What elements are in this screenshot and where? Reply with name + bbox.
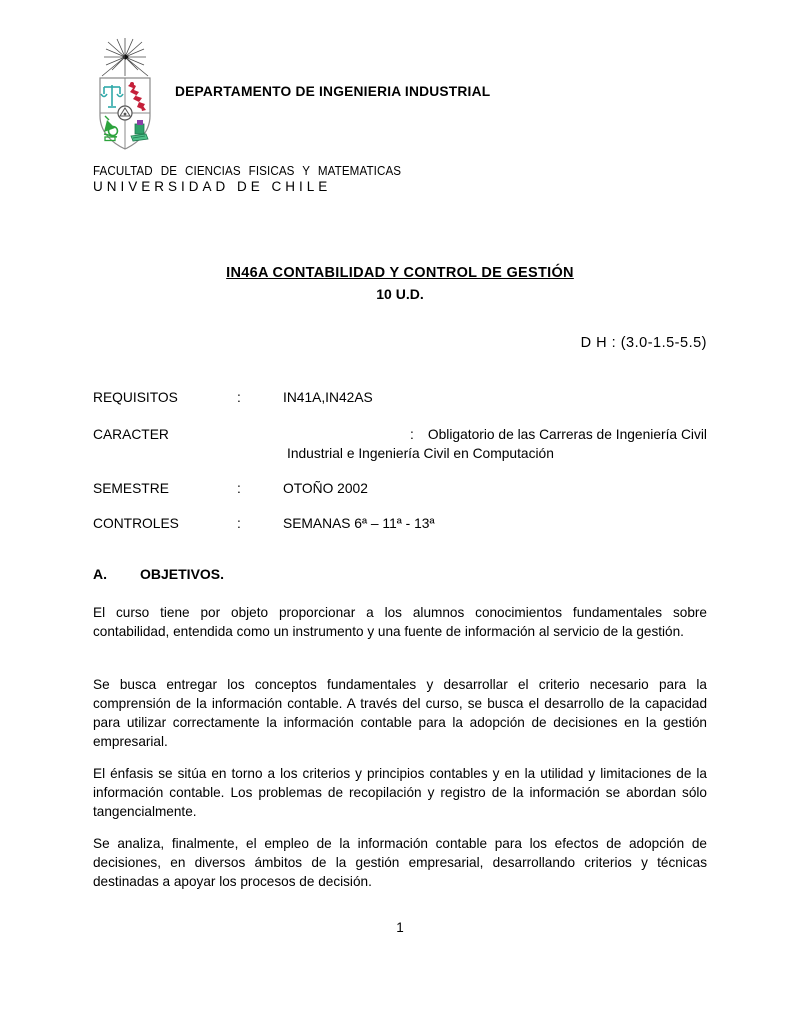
department-title: DEPARTAMENTO DE INGENIERIA INDUSTRIAL xyxy=(175,84,491,99)
faculty-line: FACULTAD DE CIENCIAS FISICAS Y MATEMATICAS xyxy=(93,164,402,178)
section-a-number: A. xyxy=(93,566,107,582)
objetivos-paragraph-3: El énfasis se sitúa en torno a los criterios y principios contables y en la utilidad y limitaciones de la información contable. Los problemas de recopilación y registro de la información se abordan sólo tangencialmente. xyxy=(93,766,707,819)
universidad-de-chile-crest-icon xyxy=(90,36,162,154)
course-title: IN46A CONTABILIDAD Y CONTROL DE GESTIÓN xyxy=(226,265,574,281)
requisitos-value: IN41A,IN42AS xyxy=(283,390,373,405)
objetivos-paragraph-2: Se busca entregar los conceptos fundamentales y desarrollar el criterio necesario para la comprensión de la información contable. A través del curso, se busca el desarrollo de la capacidad para utilizar correctamente la información contable para la adopción de decisiones en la gestión empresarial. xyxy=(93,677,707,749)
objetivos-paragraph-4: Se analiza, finalmente, el empleo de la información contable para los efectos de adopción de decisiones, en diversos ámbitos de la gestión empresarial, desarrollando criterios y técnicas destinadas a apoyar los procesos de decisión. xyxy=(93,836,707,889)
course-units: 10 U.D. xyxy=(376,286,424,302)
controles-value: SEMANAS 6ª – 11ª - 13ª xyxy=(283,516,435,531)
caracter-label: CARACTER xyxy=(93,427,169,442)
dh-hours: D H : (3.0-1.5-5.5) xyxy=(580,335,707,351)
section-a-title: OBJETIVOS. xyxy=(140,566,225,582)
caracter-value-line1: Obligatorio de las Carreras de Ingeniería Civil xyxy=(427,427,707,442)
controles-label: CONTROLES xyxy=(93,516,179,531)
objetivos-paragraph-1: El curso tiene por objeto proporcionar a los alumnos conocimientos fundamentales sobre contabilidad, entendida como un instrumento y una fuente de información al servicio de la gestión. xyxy=(93,605,707,639)
requisitos-colon: : xyxy=(237,390,241,405)
caracter-value-line2: Industrial e Ingeniería Civil en Computación xyxy=(287,446,554,461)
page-number: 1 xyxy=(396,920,404,935)
requisitos-label: REQUISITOS xyxy=(93,390,178,405)
caracter-colon: : xyxy=(410,427,414,442)
controles-colon: : xyxy=(237,516,241,531)
university-line: UNIVERSIDAD DE CHILE xyxy=(93,179,332,194)
semestre-value: OTOÑO 2002 xyxy=(283,481,368,496)
semestre-colon: : xyxy=(237,481,241,496)
semestre-label: SEMESTRE xyxy=(93,481,169,496)
